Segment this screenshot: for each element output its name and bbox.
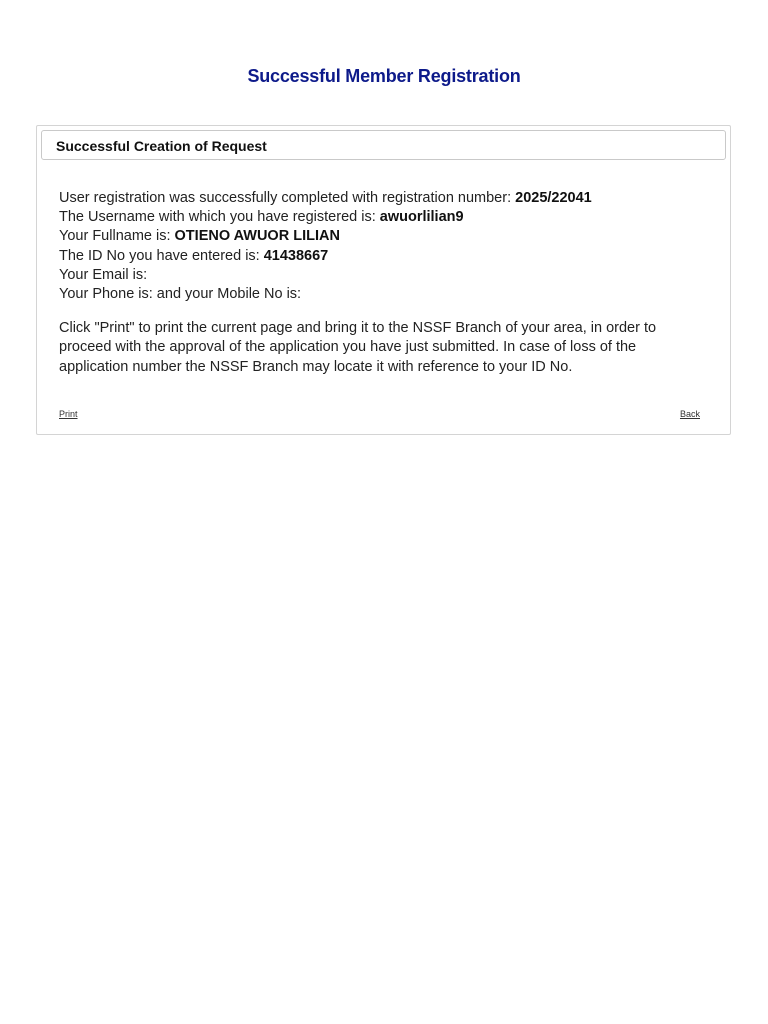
- registration-number-label: User registration was successfully completed with registration number:: [59, 190, 516, 206]
- phone-label: Your Phone is: and your Mobile No is:: [59, 286, 302, 303]
- fullname-line: [59, 227, 709, 246]
- back-link[interactable]: Back: [679, 409, 700, 419]
- registration-panel: [36, 125, 731, 435]
- registration-number-line: [59, 189, 709, 208]
- print-link[interactable]: Print: [59, 409, 78, 419]
- id-no-label: The ID No you have entered is:: [59, 247, 264, 264]
- email-label: Your Email is:: [59, 266, 148, 283]
- email-line: [59, 266, 709, 285]
- panel-header: [41, 130, 726, 160]
- registration-number-value: 2025/22041: [515, 190, 592, 206]
- print-instructions: Click "Print" to print the current page and bring it to the NSSF Branch of your area, in order to proceed with the approval of the application you have just submitted. In case of loss of the application number the NSSF Branch may locate it with reference to your ID No.: [59, 320, 657, 375]
- username-line: [59, 208, 709, 227]
- fullname-label: Your Fullname is:: [59, 228, 175, 245]
- panel-body: [59, 189, 709, 377]
- username-value: awuorlilian9: [379, 209, 464, 226]
- phone-line: [59, 285, 709, 304]
- id-no-value: 41438667: [263, 247, 329, 264]
- page-title: Successful Member Registration: [247, 66, 521, 86]
- panel-header-title: Successful Creation of Request: [56, 138, 267, 154]
- username-label: The Username with which you have registered is:: [59, 209, 380, 226]
- id-no-line: [59, 247, 709, 266]
- fullname-value: OTIENO AWUOR LILIAN: [174, 228, 340, 245]
